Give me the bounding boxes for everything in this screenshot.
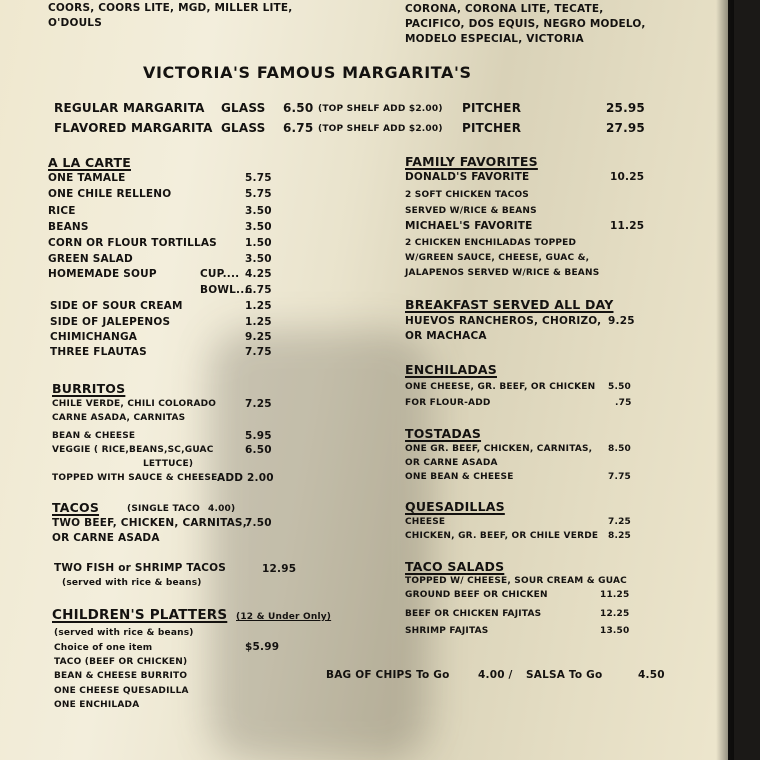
tacos-fish-note: (served with rice & beans) xyxy=(62,578,202,588)
margarita-title: VICTORIA'S FAMOUS MARGARITA'S xyxy=(143,63,472,82)
tostadas-price-1: 8.50 xyxy=(608,444,632,454)
beer-list-right-line-2: PACIFICO, DOS EQUIS, NEGRO MODELO, xyxy=(405,18,646,30)
burritos-line-1: CHILE VERDE, CHILI COLORADO xyxy=(52,399,217,409)
a-la-carte-price: 1.50 xyxy=(245,237,272,249)
enchiladas-line-2: FOR FLOUR-ADD xyxy=(405,398,491,408)
tostadas-line-3: ONE BEAN & CHEESE xyxy=(405,472,514,482)
beer-list-right-line-3: MODELO ESPECIAL, VICTORIA xyxy=(405,33,584,45)
burritos-line-2: CARNE ASADA, CARNITAS xyxy=(52,413,186,423)
burritos-heading: BURRITOS xyxy=(52,381,126,396)
photo-shadow xyxy=(210,330,430,760)
tacos-line-1: TWO BEEF, CHICKEN, CARNITAS, xyxy=(52,517,247,529)
chips-text: BAG OF CHIPS To Go xyxy=(326,669,450,681)
family-donald-desc: 2 SOFT CHICKEN TACOS xyxy=(405,190,529,200)
breakfast-price: 9.25 xyxy=(608,315,635,327)
margarita-regular-note: (TOP SHELF ADD $2.00) xyxy=(318,104,443,114)
margarita-flavored-note: (TOP SHELF ADD $2.00) xyxy=(318,124,443,134)
children-served: (served with rice & beans) xyxy=(54,628,194,638)
children-item: ONE CHEESE QUESADILLA xyxy=(54,686,189,696)
a-la-carte-price: 9.25 xyxy=(245,331,272,343)
margarita-regular-pitcher: PITCHER xyxy=(462,101,522,115)
children-item: TACO (BEEF OR CHICKEN) xyxy=(54,657,188,667)
beer-list-right-line-1: CORONA, CORONA LITE, TECATE, xyxy=(405,3,604,15)
tostadas-price-3: 7.75 xyxy=(608,472,632,482)
breakfast-heading: BREAKFAST SERVED ALL DAY xyxy=(405,297,614,312)
a-la-carte-sub: BOWL.... xyxy=(200,284,253,296)
tacos-line-2: OR CARNE ASADA xyxy=(52,532,160,544)
a-la-carte-price: 5.75 xyxy=(245,188,272,200)
margarita-regular-glass-price: 6.50 xyxy=(283,101,314,115)
quesadillas-line-2: CHICKEN, GR. BEEF, OR CHILE VERDE xyxy=(405,531,599,541)
children-item: ONE ENCHILADA xyxy=(54,700,140,710)
burritos-bean-cheese-price: 5.95 xyxy=(245,430,272,442)
a-la-carte-item: SIDE OF SOUR CREAM xyxy=(50,300,183,312)
a-la-carte-heading: A LA CARTE xyxy=(48,155,131,170)
margarita-flavored-pitcher: PITCHER xyxy=(462,121,522,135)
margarita-regular-pitcher-price: 25.95 xyxy=(606,101,645,115)
margarita-regular-name: REGULAR MARGARITA xyxy=(54,101,205,115)
a-la-carte-item: BEANS xyxy=(48,221,89,233)
quesadillas-line-1: CHEESE xyxy=(405,517,446,527)
family-michael: MICHAEL'S FAVORITE xyxy=(405,220,533,232)
enchiladas-heading: ENCHILADAS xyxy=(405,362,497,377)
a-la-carte-item: HOMEMADE SOUP xyxy=(48,268,157,280)
family-michael-desc: 2 CHICKEN ENCHILADAS TOPPED xyxy=(405,238,577,248)
a-la-carte-price: 3.50 xyxy=(245,253,272,265)
tacos-price: 7.50 xyxy=(245,517,272,529)
tacos-heading: TACOS xyxy=(52,500,100,515)
children-choice: Choice of one item xyxy=(54,643,153,653)
a-la-carte-price: 7.75 xyxy=(245,346,272,358)
beer-list-left-line-2: O'DOULS xyxy=(48,17,102,29)
children-item: BEAN & CHEESE BURRITO xyxy=(54,671,188,681)
margarita-flavored-pitcher-price: 27.95 xyxy=(606,121,645,135)
a-la-carte-sub: CUP.... xyxy=(200,268,240,280)
taco-salads-price: 11.25 xyxy=(600,590,630,600)
a-la-carte-price: 1.25 xyxy=(245,300,272,312)
a-la-carte-price: 6.75 xyxy=(245,284,272,296)
tostadas-heading: TOSTADAS xyxy=(405,426,482,441)
a-la-carte-price: 4.25 xyxy=(245,268,272,280)
a-la-carte-item: RICE xyxy=(48,205,76,217)
tacos-single-note: (SINGLE TACO xyxy=(127,504,200,514)
page-edge-shadow xyxy=(716,0,734,760)
enchiladas-price-1: 5.50 xyxy=(608,382,632,392)
burritos-veggie-price: 6.50 xyxy=(245,444,272,456)
quesadillas-price-2: 8.25 xyxy=(608,531,632,541)
salsa-price: 4.50 xyxy=(638,669,665,681)
quesadillas-price-1: 7.25 xyxy=(608,517,632,527)
a-la-carte-item: CORN OR FLOUR TORTILLAS xyxy=(48,237,217,249)
a-la-carte-item: THREE FLAUTAS xyxy=(50,346,147,358)
taco-salads-item: BEEF OR CHICKEN FAJITAS xyxy=(405,609,542,619)
taco-salads-item: SHRIMP FAJITAS xyxy=(405,626,489,636)
a-la-carte-item: ONE CHILE RELLENO xyxy=(48,188,172,200)
tacos-single-price: 4.00) xyxy=(208,504,236,514)
a-la-carte-price: 5.75 xyxy=(245,172,272,184)
family-michael-desc: W/GREEN SAUCE, CHEESE, GUAC &, xyxy=(405,253,590,263)
family-michael-price: 11.25 xyxy=(610,220,645,232)
margarita-regular-unit: GLASS xyxy=(221,101,266,115)
a-la-carte-price: 3.50 xyxy=(245,221,272,233)
children-heading: CHILDREN'S PLATTERS xyxy=(52,607,228,623)
tostadas-line-1: ONE GR. BEEF, CHICKEN, CARNITAS, xyxy=(405,444,593,454)
taco-salads-price: 13.50 xyxy=(600,626,630,636)
a-la-carte-item: ONE TAMALE xyxy=(48,172,126,184)
taco-salads-item: GROUND BEEF OR CHICKEN xyxy=(405,590,548,600)
tacos-fish-price: 12.95 xyxy=(262,563,297,575)
a-la-carte-item: SIDE OF JALEPENOS xyxy=(50,316,171,328)
margarita-flavored-name: FLAVORED MARGARITA xyxy=(54,121,213,135)
a-la-carte-price: 1.25 xyxy=(245,316,272,328)
burritos-topped: TOPPED WITH SAUCE & CHEESE xyxy=(52,473,218,483)
burritos-price: 7.25 xyxy=(245,398,272,410)
family-donald-price: 10.25 xyxy=(610,171,645,183)
taco-salads-heading: TACO SALADS xyxy=(405,559,505,574)
family-donald: DONALD'S FAVORITE xyxy=(405,171,530,183)
children-note: (12 & Under Only) xyxy=(236,612,332,622)
family-heading: FAMILY FAVORITES xyxy=(405,154,538,169)
family-michael-desc: JALAPENOS SERVED W/RICE & BEANS xyxy=(405,268,600,278)
family-donald-desc: SERVED W/RICE & BEANS xyxy=(405,206,537,216)
salsa-text: SALSA To Go xyxy=(526,669,603,681)
a-la-carte-price: 3.50 xyxy=(245,205,272,217)
quesadillas-heading: QUESADILLAS xyxy=(405,499,505,514)
enchiladas-price-2: .75 xyxy=(615,398,632,408)
tacos-fish: TWO FISH or SHRIMP TACOS xyxy=(54,562,227,574)
a-la-carte-item: GREEN SALAD xyxy=(48,253,133,265)
breakfast-line-2: OR MACHACA xyxy=(405,330,487,342)
burritos-veggie-line-1: VEGGIE ( RICE,BEANS,SC,GUAC xyxy=(52,445,214,455)
children-price: $5.99 xyxy=(245,641,280,653)
taco-salads-price: 12.25 xyxy=(600,609,630,619)
beer-list-left-line-1: COORS, COORS LITE, MGD, MILLER LITE, xyxy=(48,2,293,14)
burritos-bean-cheese: BEAN & CHEESE xyxy=(52,431,136,441)
chips-price: 4.00 / xyxy=(478,669,513,681)
tostadas-line-2: OR CARNE ASADA xyxy=(405,458,498,468)
margarita-flavored-glass-price: 6.75 xyxy=(283,121,314,135)
enchiladas-line-1: ONE CHEESE, GR. BEEF, OR CHICKEN xyxy=(405,382,596,392)
margarita-flavored-unit: GLASS xyxy=(221,121,266,135)
a-la-carte-item: CHIMICHANGA xyxy=(50,331,138,343)
burritos-topped-add: ADD 2.00 xyxy=(217,472,274,484)
breakfast-line-1: HUEVOS RANCHEROS, CHORIZO, xyxy=(405,315,602,327)
taco-salads-topped: TOPPED W/ CHEESE, SOUR CREAM & GUAC xyxy=(405,576,627,586)
burritos-veggie-line-2: LETTUCE) xyxy=(143,459,194,469)
